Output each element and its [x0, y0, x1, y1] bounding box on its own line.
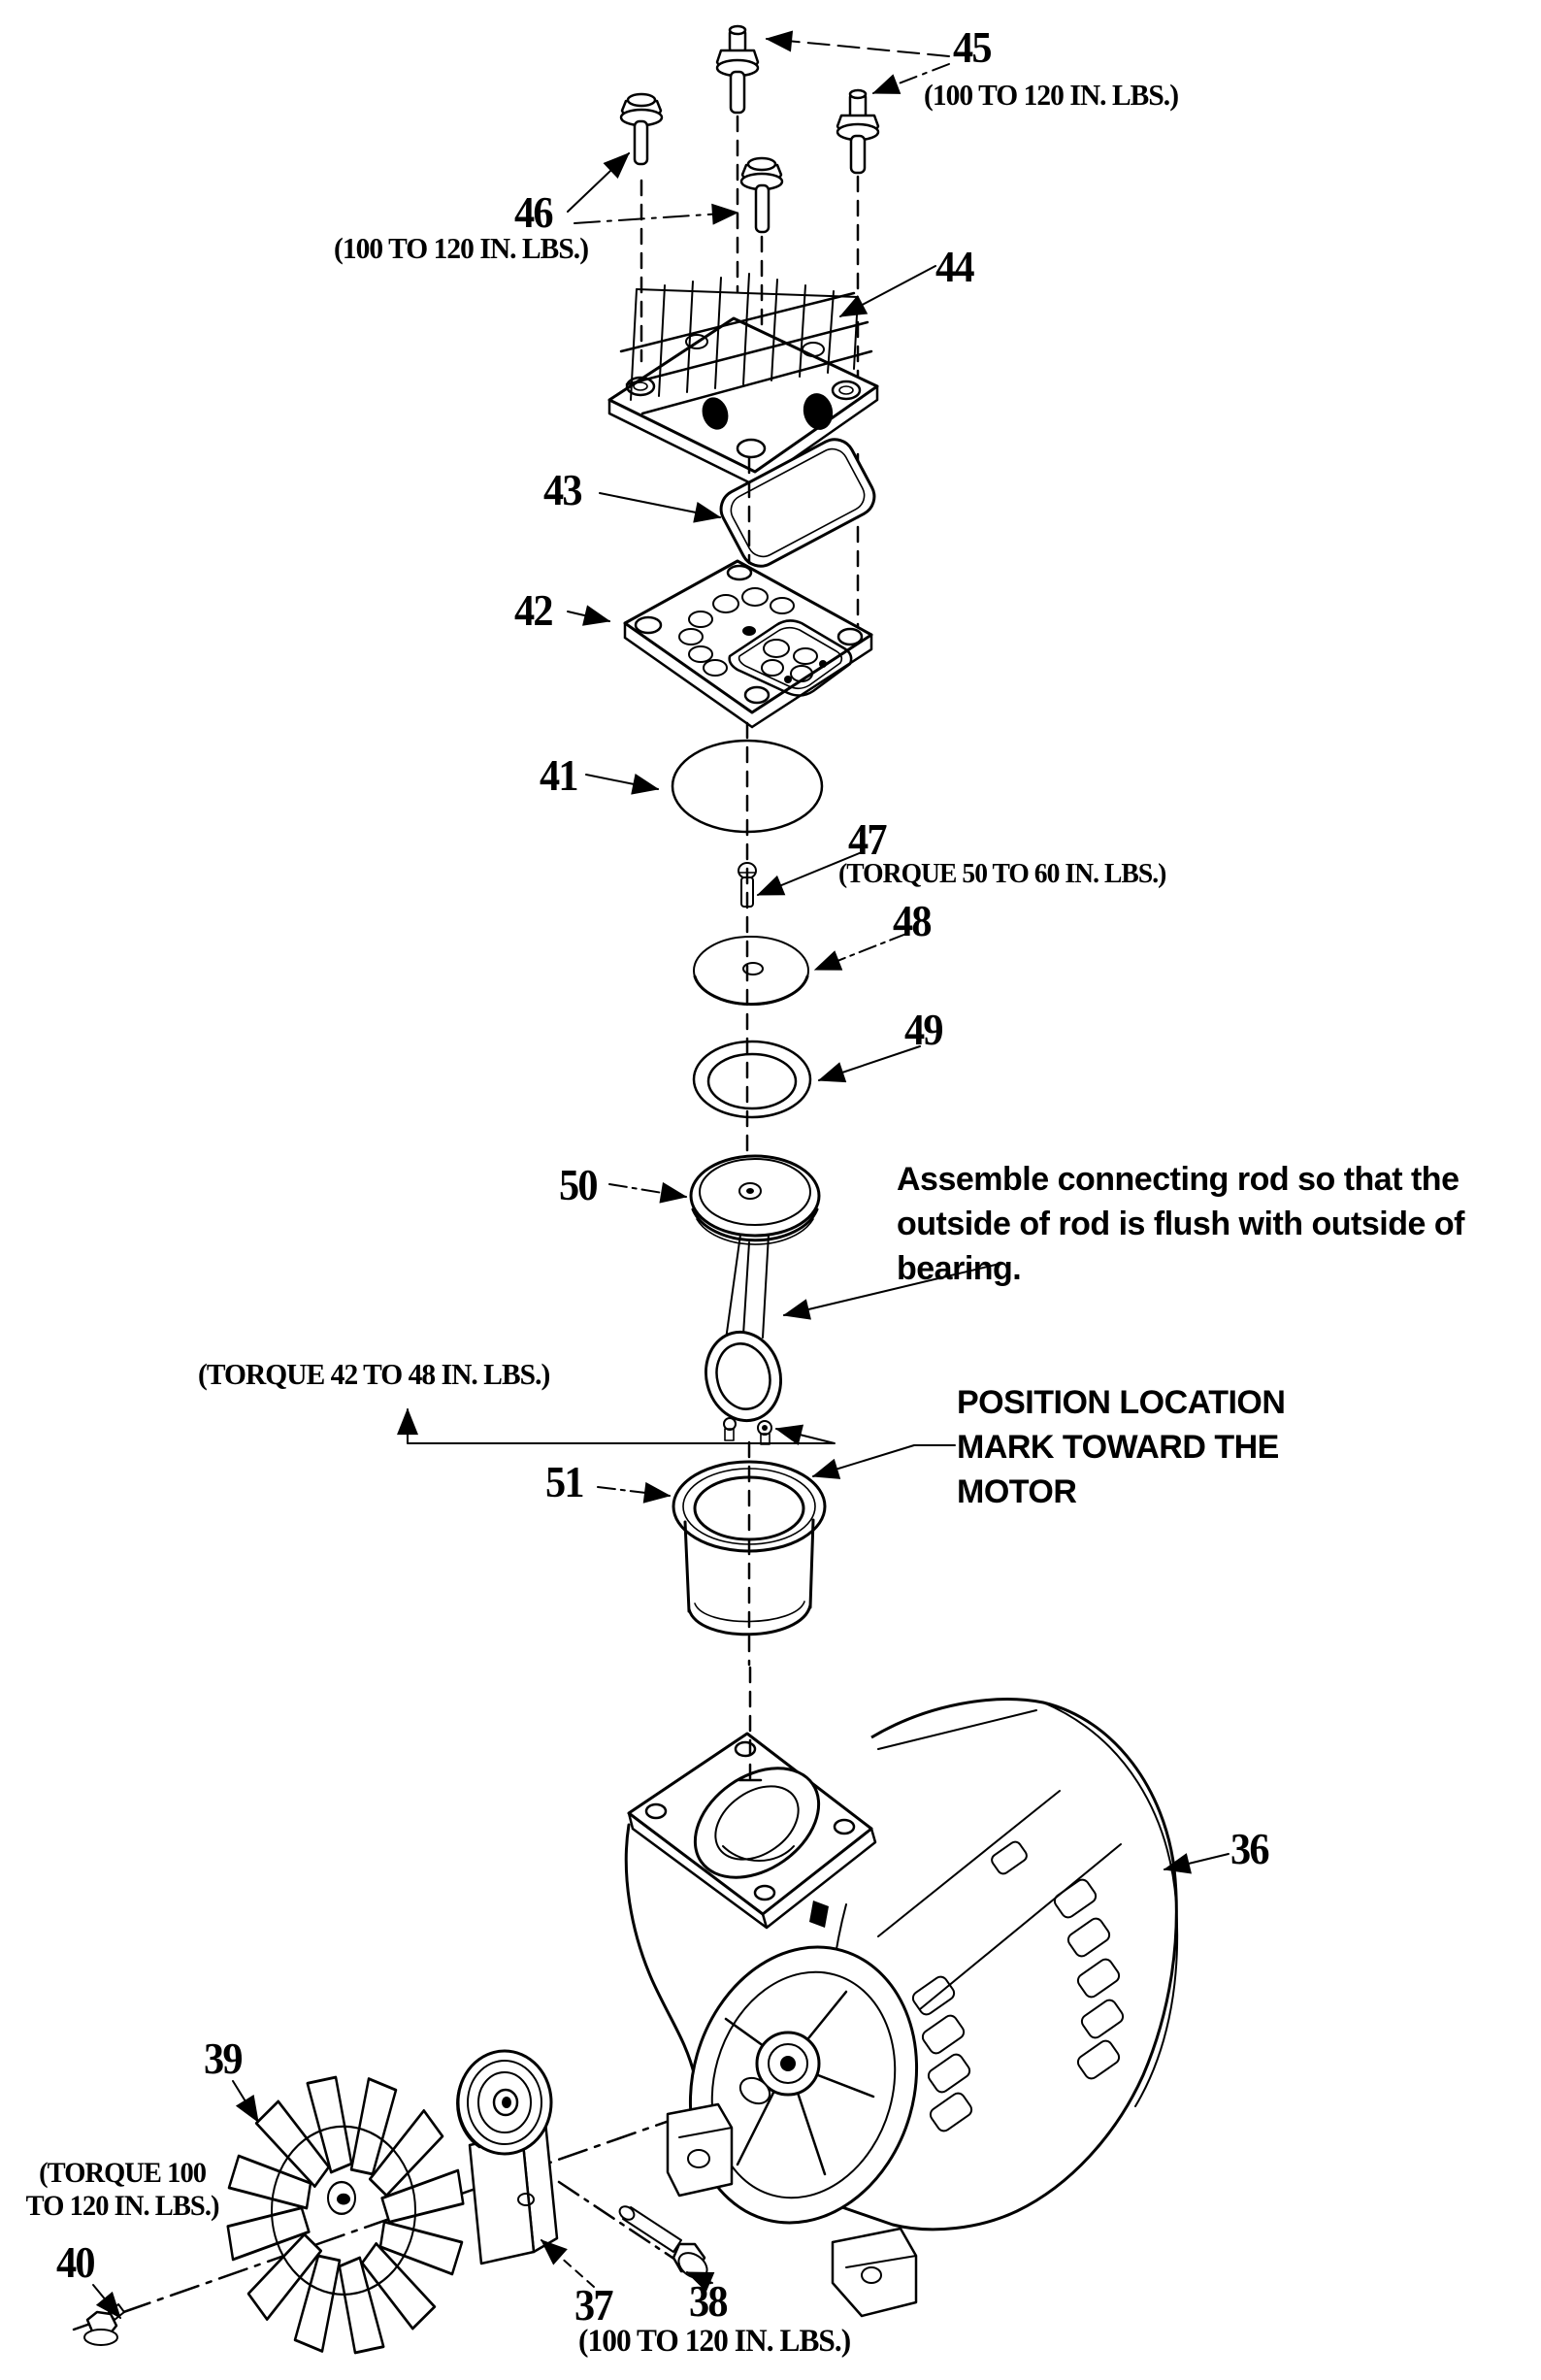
leader-51 — [598, 1487, 670, 1496]
callout-36-label: 36 — [1230, 1824, 1268, 1873]
torque-note-38: (100 TO 120 IN. LBS.) — [578, 2324, 851, 2359]
callout-45-label: 45 — [953, 22, 991, 72]
torque-note-40-line2: TO 120 IN. LBS.) — [25, 2190, 219, 2222]
callout-49-label: 49 — [904, 1005, 942, 1054]
callout-48-label: 48 — [893, 896, 931, 945]
leader-42 — [568, 612, 609, 621]
note-position-line2: MARK TOWARD THE — [957, 1429, 1279, 1467]
torque-note-46: (100 TO 120 IN. LBS.) — [334, 231, 589, 265]
part-39-flywheel-fan — [219, 2067, 472, 2363]
note-connecting-rod-line3: bearing. — [897, 1250, 1022, 1288]
leader-44 — [840, 266, 935, 316]
part-50-piston-connecting-rod — [691, 1156, 819, 1444]
part-40-fan-nut — [84, 2304, 124, 2345]
part-37-counterweight — [457, 2051, 557, 2264]
callout-44-label: 44 — [935, 242, 973, 291]
note-position-line3: MOTOR — [957, 1473, 1077, 1511]
part-36-motor-pump-assembly — [626, 1700, 1177, 2316]
callout-46-label: 46 — [514, 187, 552, 237]
note-position-location — [957, 1380, 1285, 1515]
note-connecting-rod-line2: outside of rod is flush with outside of — [897, 1206, 1464, 1243]
part-48-valve-washer — [694, 937, 808, 1005]
part-45-head-bolt-1 — [717, 26, 758, 291]
note-connecting-rod-line1: Assemble connecting rod so that the — [897, 1161, 1459, 1198]
torque-note-rod: (TORQUE 42 TO 48 IN. LBS.) — [198, 1357, 550, 1391]
callout-41-label: 41 — [540, 750, 577, 800]
note-position-line1: POSITION LOCATION — [957, 1384, 1286, 1421]
leader-41 — [586, 775, 658, 789]
torque-note-40 — [14, 2157, 231, 2223]
torque-note-45: (100 TO 120 IN. LBS.) — [924, 78, 1179, 112]
callout-39-label: 39 — [204, 2033, 242, 2083]
part-46-head-bolt-1 — [621, 94, 662, 361]
leader-46a — [568, 153, 629, 212]
part-42-valve-plate — [625, 561, 871, 727]
note-connecting-rod — [897, 1157, 1464, 1292]
torque-note-40-line1: (TORQUE 100 — [39, 2157, 207, 2189]
callout-40-label: 40 — [56, 2237, 94, 2287]
callout-38-label: 38 — [689, 2276, 727, 2326]
callout-37-label: 37 — [574, 2280, 612, 2330]
leader-position-note — [813, 1445, 955, 1476]
part-38-counterweight-bolt — [617, 2203, 711, 2283]
callout-50-label: 50 — [559, 1160, 597, 1209]
callout-43-label: 43 — [543, 465, 581, 514]
torque-note-47: (TORQUE 50 TO 60 IN. LBS.) — [838, 858, 1166, 889]
leader-46b — [574, 213, 738, 223]
leader-45a — [767, 39, 949, 56]
leader-50 — [609, 1184, 686, 1197]
callout-47-label: 47 — [848, 814, 886, 864]
callout-51-label: 51 — [545, 1457, 583, 1506]
leader-43 — [600, 493, 720, 517]
leader-39 — [233, 2081, 258, 2122]
callout-42-label: 42 — [514, 585, 552, 635]
part-49-piston-ring-seal — [694, 1041, 810, 1117]
